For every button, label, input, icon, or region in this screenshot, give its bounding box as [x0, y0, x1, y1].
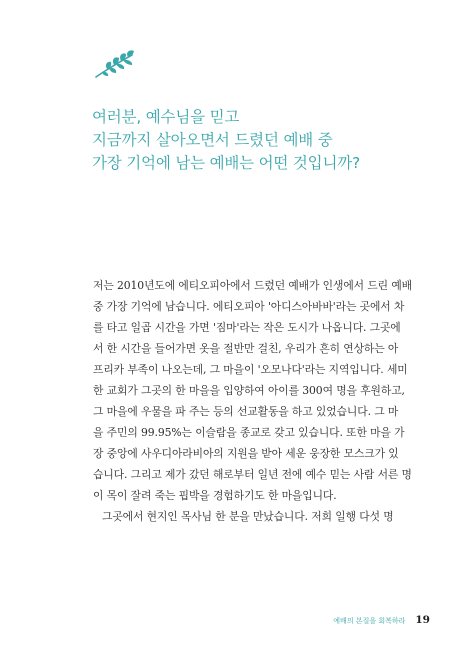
leaf-branch-icon — [92, 50, 136, 80]
text-line: 서 한 시간을 들어가면 옷을 절반만 걸친, 우리가 흔히 연상하는 아 — [93, 342, 399, 355]
running-title: 예배의 본질을 회복하라 — [333, 617, 406, 625]
text-line: 을 주민의 99.95%는 이슬람을 종교로 갖고 있습니다. 또한 마을 가 — [93, 426, 405, 439]
text-line: 그 마을에 우물을 파 주는 등의 선교활동을 하고 있었습니다. 그 마 — [93, 405, 399, 418]
question-line: 여러분, 예수님을 믿고 — [92, 108, 240, 126]
text-line: 저는 2010년도에 에티오피아에서 드렸던 예배가 인생에서 드린 예배 — [93, 279, 412, 292]
text-line: 프리카 부족이 나오는데, 그 마을이 '오모나다'라는 지역입니다. 세미 — [93, 363, 408, 376]
question-line: 지금까지 살아오면서 드렸던 예배 중 — [92, 131, 333, 149]
paragraph — [93, 506, 419, 527]
paragraph — [93, 275, 419, 506]
text-line: 그곳에서 현지인 목사님 한 분을 만났습니다. 저희 일행 다섯 명 — [102, 510, 394, 523]
text-line: 습니다. 그리고 제가 갔던 해로부터 일년 전에 예수 믿는 사람 서른 명 — [93, 468, 412, 481]
body-text — [93, 275, 419, 527]
page-footer — [333, 614, 430, 626]
text-line: 를 타고 일곱 시간을 가면 '짐마'라는 작은 도시가 나옵니다. 그곳에 — [93, 321, 401, 334]
text-line: 장 중앙에 사우디아라비아의 지원을 받아 세운 웅장한 모스크가 있 — [93, 447, 399, 460]
text-line: 중 가장 기억에 남습니다. 에티오피아 '아디스아바바'라는 곳에서 차 — [93, 300, 405, 313]
page-number: 19 — [415, 614, 430, 626]
question-heading — [92, 106, 412, 175]
question-line: 가장 기억에 남는 예배는 어떤 것입니까? — [92, 154, 361, 172]
text-line: 이 목이 잘려 죽는 핍박을 경험하기도 한 마을입니다. — [93, 489, 337, 502]
text-line: 한 교회가 그곳의 한 마을을 입양하여 아이를 300여 명을 후원하고, — [93, 384, 405, 397]
